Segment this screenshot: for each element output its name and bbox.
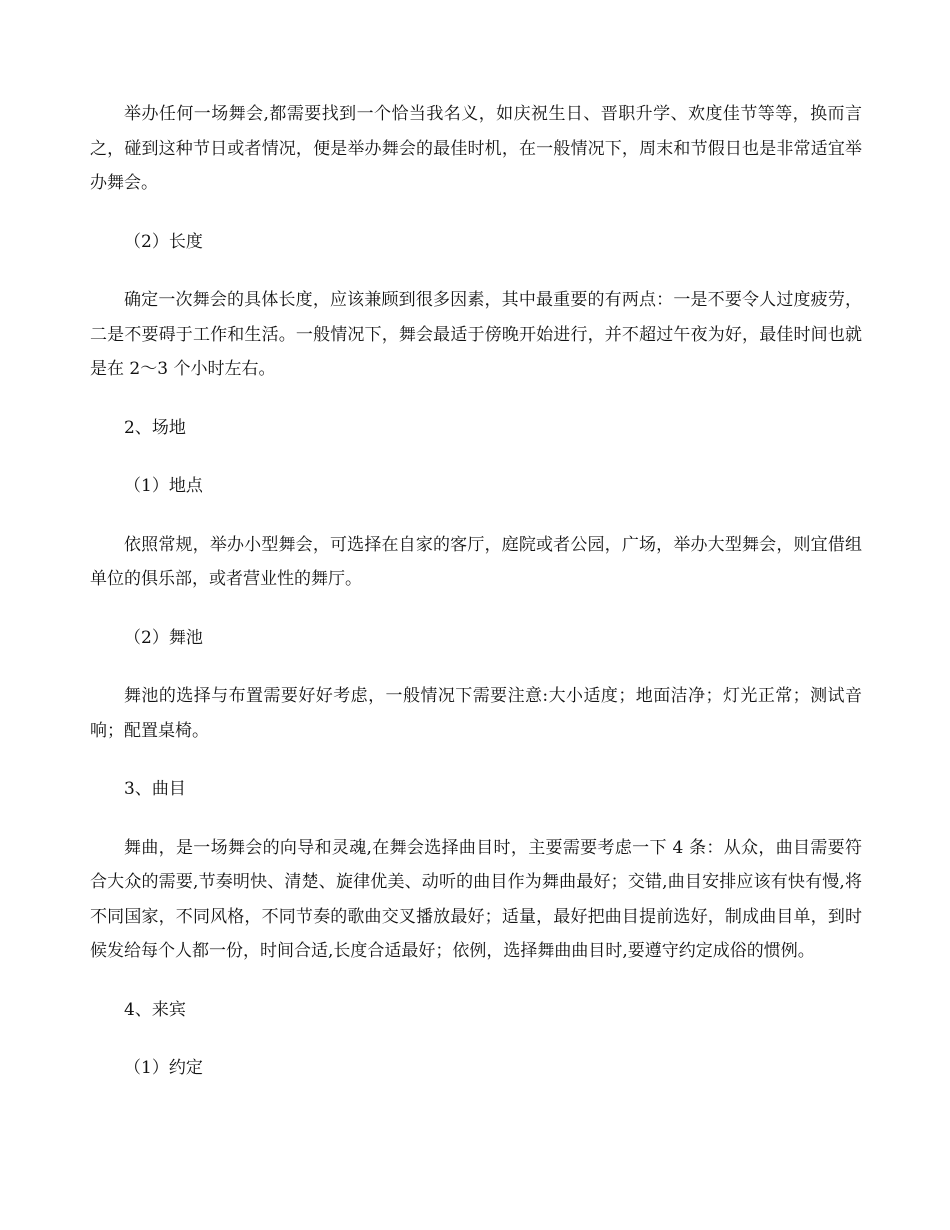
paragraph-dance-floor: 舞池的选择与布置需要好好考虑，一般情况下需要注意:大小适度；地面洁净；灯光正常；测试音响；配置桌椅。 [90, 686, 862, 741]
spacer [90, 1027, 862, 1051]
spacer [90, 259, 862, 283]
spacer [90, 748, 862, 772]
subheading-dance-floor: （2）舞池 [124, 627, 203, 648]
spacer [90, 201, 862, 225]
paragraph-occasion: 举办任何一场舞会,都需要找到一个恰当我名义，如庆祝生日、晋职升学、欢度佳节等等，换而言之，碰到这种节日或者情况，便是举办舞会的最佳时机，在一般情况下，周末和节假日也是非常适宜举办舞会。 [90, 104, 862, 193]
spacer [90, 504, 862, 528]
heading-guests: 4、来宾 [124, 999, 186, 1020]
paragraph-length: 确定一次舞会的具体长度，应该兼顾到很多因素，其中最重要的有两点：一是不要令人过度疲劳，二是不要碍于工作和生活。一般情况下，舞会最适于傍晚开始进行，并不超过午夜为好，最佳时间也就是在 2～3 个小时左右。 [90, 290, 862, 379]
spacer [90, 387, 862, 411]
subheading-length: （2）长度 [124, 231, 203, 252]
subheading-appointment: （1）约定 [124, 1058, 203, 1078]
spacer [90, 445, 862, 469]
document-body [90, 97, 862, 1086]
paragraph-location: 依照常规，举办小型舞会，可选择在自家的客厅，庭院或者公园，广场，举办大型舞会，则宜借组单位的俱乐部，或者营业性的舞厅。 [90, 534, 862, 589]
paragraph-music: 舞曲，是一场舞会的向导和灵魂,在舞会选择曲目时，主要需要考虑一下 4 条：从众，曲目需要符合大众的需要,节奏明快、清楚、旋律优美、动听的曲目作为舞曲最好；交错,曲目安排应该有快有慢,将不同国家，不同风格，不同节奏的歌曲交叉播放最好；适量，最好把曲目提前选好，制成曲目单，到时候发给每个人都一份，时间合适,长度合适最好；依例，选择舞曲曲目时,要遵守约定成俗的惯例。 [90, 837, 862, 961]
spacer [90, 597, 862, 621]
heading-music: 3、曲目 [124, 779, 186, 799]
subheading-location: （1）地点 [124, 476, 203, 496]
heading-venue: 2、场地 [124, 417, 186, 438]
spacer [90, 807, 862, 831]
spacer [90, 655, 862, 679]
spacer [90, 969, 862, 993]
